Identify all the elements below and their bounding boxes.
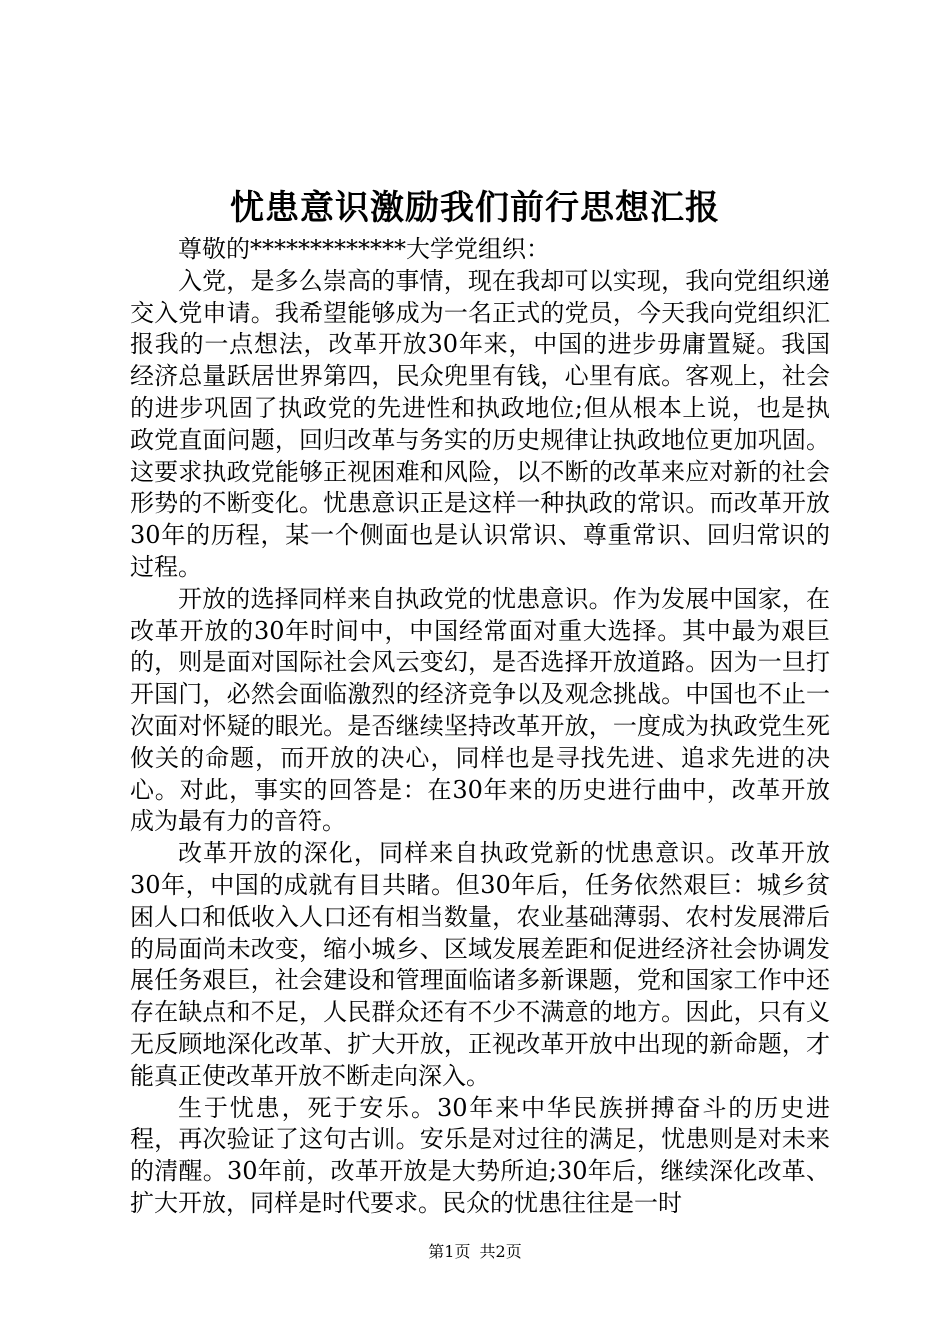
page-number: 第1页 [428, 1242, 471, 1261]
paragraph-3: 改革开放的深化，同样来自执政党新的忧患意识。改革开放30年，中国的成就有目共睹。但30年后，任务依然艰巨：城乡贫困人口和低收入人口还有相当数量，农业基础薄弱、农村发展滞后的局面尚未改变，缩小城乡、区域发展差距和促进经济社会协调发展任务艰巨，社会建设和管理面临诸多新课题，党和国家工作中还存在缺点和不足，人民群众还有不少不满意的地方。因此，只有义无反顾地深化改革、扩大开放，正视改革开放中出现的新命题，才能真正使改革开放不断走向深入。 [130, 839, 830, 1090]
paragraph-4: 生于忧患，死于安乐。30年来中华民族拼搏奋斗的历史进程，再次验证了这句古训。安乐是对过往的满足，忧患则是对未来的清醒。30年前，改革开放是大势所迫;30年后，继续深化改革、扩大开放，同样是时代要求。民众的忧患往往是一时 [130, 1093, 830, 1217]
paragraph-1: 入党，是多么崇高的事情，现在我却可以实现，我向党组织递交入党申请。我希望能够成为一名正式的党员，今天我向党组织汇报我的一点想法，改革开放30年来，中国的进步毋庸置疑。我国经济总量跃居世界第四，民众兜里有钱，心里有底。客观上，社会的进步巩固了执政党的先进性和执政地位;但从根本上说，也是执政党直面问题，回归改革与务实的历史规律让执政地位更加巩固。这要求执政党能够正视困难和风险，以不断的改革来应对新的社会形势的不断变化。忧患意识正是这样一种执政的常识。而改革开放30年的历程，某一个侧面也是认识常识、尊重常识、回归常识的过程。 [130, 266, 830, 581]
document-title: 忧患意识激励我们前行思想汇报 [230, 188, 720, 228]
document-body [130, 234, 830, 1220]
page-total: 共2页 [479, 1242, 522, 1261]
paragraph-2: 开放的选择同样来自执政党的忧患意识。作为发展中国家，在改革开放的30年时间中，中国经常面对重大选择。其中最为艰巨的，则是面对国际社会风云变幻，是否选择开放道路。因为一旦打开国门，必然会面临激烈的经济竞争以及观念挑战。中国也不止一次面对怀疑的眼光。是否继续坚持改革开放，一度成为执政党生死攸关的命题，而开放的决心，同样也是寻找先进、追求先进的决心。对此，事实的回答是：在30年来的历史进行曲中，改革开放成为最有力的音符。 [130, 584, 830, 836]
salutation: 尊敬的*************大学党组织： [178, 235, 550, 263]
page-footer [0, 1240, 950, 1264]
